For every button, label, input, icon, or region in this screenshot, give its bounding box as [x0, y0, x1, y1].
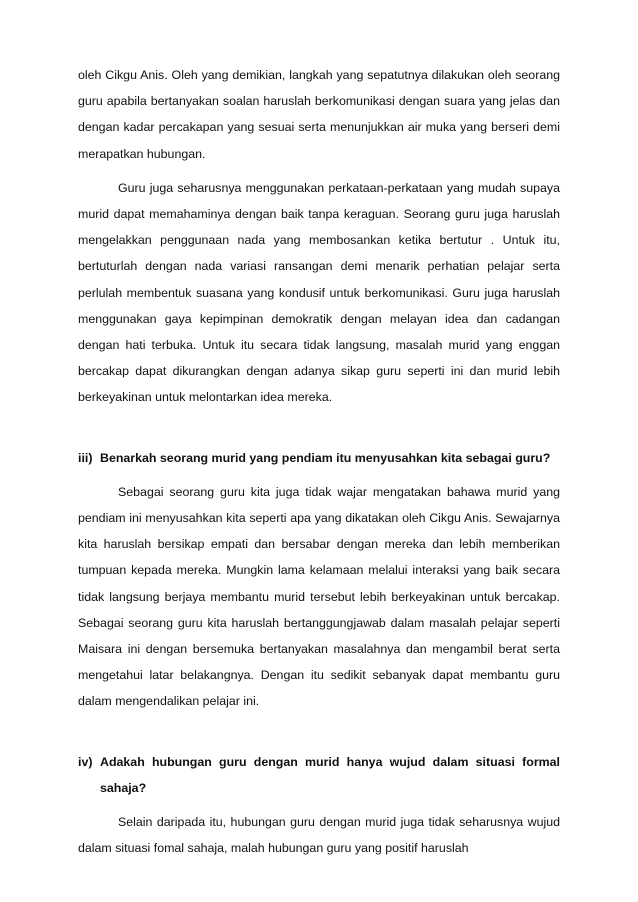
- question-iv-text: Adakah hubungan guru dengan murid hanya wujud dalam situasi formal sahaja?: [100, 754, 560, 795]
- question-iv-number: iv): [78, 754, 93, 769]
- section-spacer: [78, 411, 560, 445]
- question-iii: [78, 445, 560, 471]
- question-iii-number: iii): [78, 450, 93, 465]
- question-iv: [78, 749, 560, 801]
- question-iii-text: Benarkah seorang murid yang pendiam itu menyusahkan kita sebagai guru?: [100, 450, 551, 465]
- section-spacer: [78, 715, 560, 749]
- paragraph-3: Sebagai seorang guru kita juga tidak wajar mengatakan bahawa murid yang pendiam ini menyusahkan kita seperti apa yang dikatakan oleh Cikgu Anis. Sewajarnya kita haruslah bersikap empati dan bersabar dengan mereka dan lebih memberikan tumpuan kepada mereka. Mungkin lama kelamaan melalui interaksi yang baik secara tidak langsung berjaya membantu murid tersebut lebih berkeyakinan untuk bercakap. Sebagai seorang guru kita haruslah bertanggungjawab dalam masalah pelajar seperti Maisara ini dengan bersemuka bertanyakan masalahnya dan mengambil berat serta mengetahui latar belakangnya. Dengan itu sedikit sebanyak dapat membantu guru dalam mengendalikan pelajar ini.: [78, 484, 560, 709]
- paragraph-4: Selain daripada itu, hubungan guru dengan murid juga tidak seharusnya wujud dalam situasi fomal sahaja, malah hubungan guru yang positif haruslah: [78, 815, 560, 856]
- document-page: [78, 62, 560, 861]
- paragraph-2: Guru juga seharusnya menggunakan perkataan-perkataan yang mudah supaya murid dapat memahaminya dengan baik tanpa keraguan. Seorang guru juga haruslah mengelakkan penggunaan nada yang membosankan ketika bertutur . Untuk itu, bertuturlah dengan nada variasi ransangan demi menarik perhatian pelajar serta perlulah membentuk suasana yang kondusif untuk berkomunikasi. Guru juga haruslah menggunakan gaya kepimpinan demokratik dengan melayan idea dan cadangan dengan hati terbuka. Untuk itu secara tidak langsung, masalah murid yang enggan bercakap dapat dikurangkan dengan adanya sikap guru seperti ini dan murid lebih berkeyakinan untuk melontarkan idea mereka.: [78, 180, 560, 405]
- paragraph-1: oleh Cikgu Anis. Oleh yang demikian, langkah yang sepatutnya dilakukan oleh seorang guru apabila bertanyakan soalan haruslah berkomunikasi dengan suara yang jelas dan dengan kadar percakapan yang sesuai serta menunjukkan air muka yang berseri demi merapatkan hubungan.: [78, 68, 560, 161]
